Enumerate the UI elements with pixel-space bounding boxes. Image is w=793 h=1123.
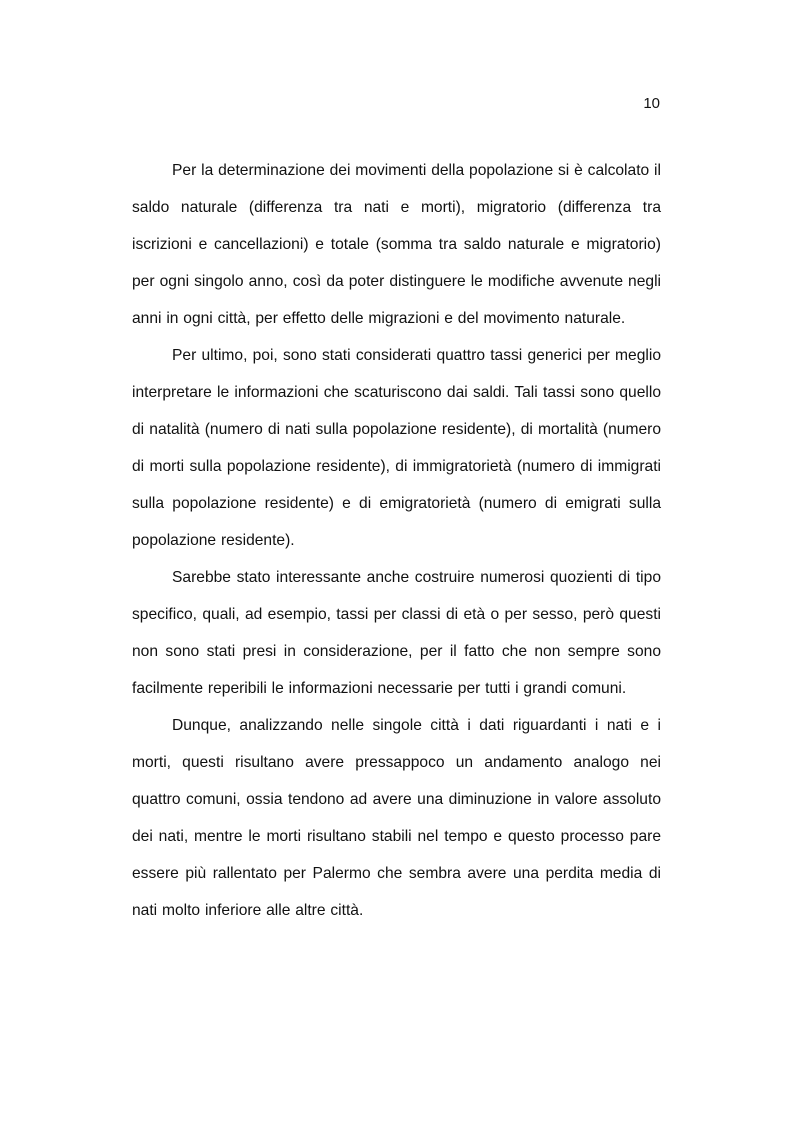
paragraph-specific-quotients: Sarebbe stato interessante anche costruire numerosi quozienti di tipo specifico, quali, ad esempio, tassi per classi di età o per sesso, però questi non sono stati presi in considerazione, per il fatto che non sempre sono facilmente reperibili le informazioni necessarie per tutti i grandi comuni. bbox=[132, 569, 661, 697]
document-body bbox=[132, 152, 661, 929]
paragraph-population-movements: Per la determinazione dei movimenti della popolazione si è calcolato il saldo naturale (differenza tra nati e morti), migratorio (differenza tra iscrizioni e cancellazioni) e totale (somma tra saldo naturale e migratorio) per ogni singolo anno, così da poter distinguere le modifiche avvenute negli anni in ogni città, per effetto delle migrazioni e del movimento naturale. bbox=[132, 162, 661, 327]
paragraph-births-deaths-analysis: Dunque, analizzando nelle singole città i dati riguardanti i nati e i morti, questi risultano avere pressappoco un andamento analogo nei quattro comuni, ossia tendono ad avere una diminuzione in valore assoluto dei nati, mentre le morti risultano stabili nel tempo e questo processo pare essere più rallentato per Palermo che sembra avere una perdita media di nati molto inferiore alle altre città. bbox=[132, 717, 661, 919]
page-number: 10 bbox=[643, 95, 660, 112]
paragraph-generic-rates: Per ultimo, poi, sono stati considerati quattro tassi generici per meglio interpretare le informazioni che scaturiscono dai saldi. Tali tassi sono quello di natalità (numero di nati sulla popolazione residente), di mortalità (numero di morti sulla popolazione residente), di immigratorietà (numero di immigrati sulla popolazione residente) e di emigratorietà (numero di emigrati sulla popolazione residente). bbox=[132, 347, 661, 549]
